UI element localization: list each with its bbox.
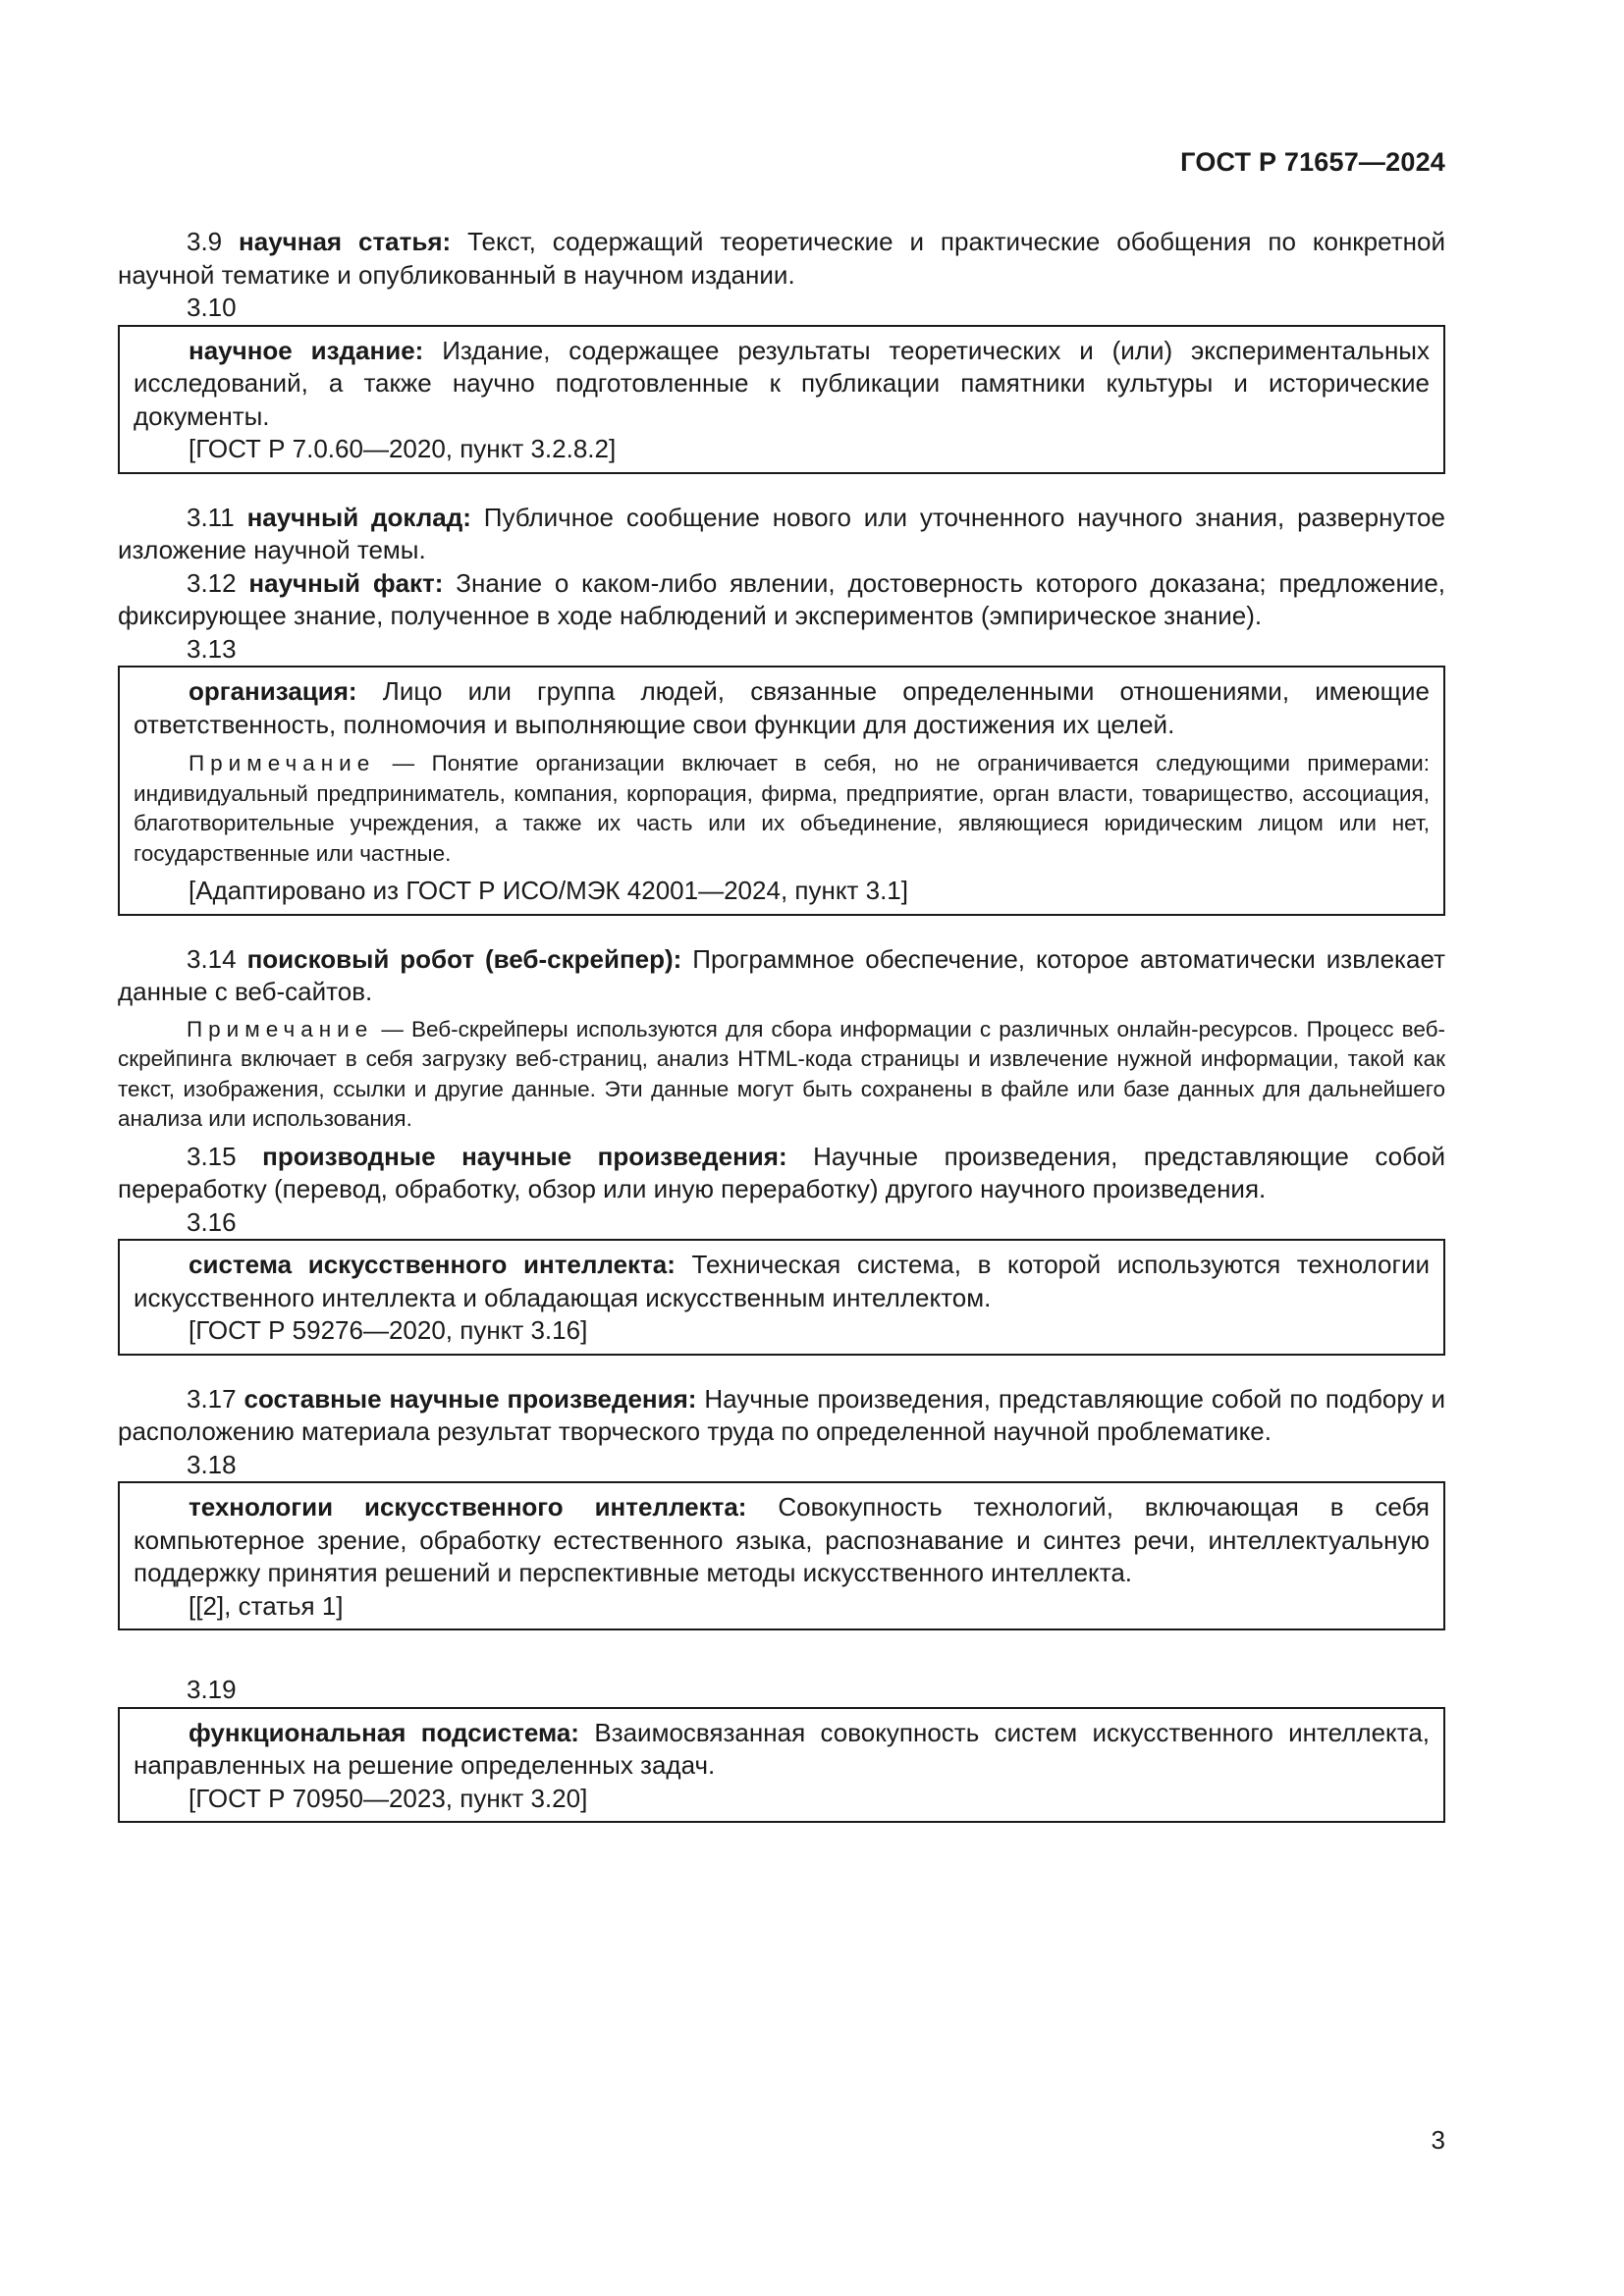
term-entry-3-14: 3.14 поисковый робот (веб-скрейпер): Программное обеспечение, которое автоматически извлекает данные с веб-сайтов. — [118, 943, 1445, 1006]
term-entry-3-12: 3.12 научный факт: Знание о каком-либо явлении, достоверность которого доказана; предложение, фиксирующее знание, полученное в ходе наблюдений и экспериментов (эмпирическое знание). — [118, 567, 1446, 630]
term-number-3-19: 3.19 — [187, 1675, 237, 1704]
term: научная статья: — [239, 227, 452, 256]
term: научный доклад: — [246, 502, 471, 532]
term: научный факт: — [248, 567, 444, 598]
term-number-3-18: 3.18 — [187, 1449, 237, 1479]
term: организация: — [189, 676, 357, 706]
source-reference: [Адаптировано из ГОСТ Р ИСО/МЭК 42001—2024, пункт 3.1] — [189, 876, 908, 905]
definition: Взаимосвязанная совокупность систем искусственного интеллекта, направленных на решение определенных задач. — [134, 1717, 1430, 1780]
term-number-3-16: 3.16 — [187, 1206, 237, 1237]
page-number: 3 — [1431, 2125, 1445, 2155]
term-entry-3-15: 3.15 производные научные произведения: Научные произведения, представляющие собой переработку (перевод, обработку, обзор или иную переработку) другого научного произведения. — [118, 1141, 1445, 1203]
note — [134, 749, 1430, 869]
source-reference: [ГОСТ Р 70950—2023, пункт 3.20] — [189, 1783, 588, 1813]
note — [118, 1015, 1445, 1135]
page-content — [118, 226, 1445, 1823]
definition: Текст, содержащий теоретические и практические обобщения по конкретной научной тематике и опубликованный в научном издании. — [118, 227, 1445, 290]
term: поисковый робот (веб-скрейпер): — [246, 943, 682, 974]
source-reference: [ГОСТ Р 59276—2020, пункт 3.16] — [189, 1315, 588, 1345]
definition: Научные произведения, представляющие собой переработку (перевод, обработку, обзор или иную переработку) другого научного произведения. — [118, 1141, 1445, 1203]
term-box-3-18 — [118, 1481, 1445, 1630]
term: функциональная подсистема: — [189, 1717, 579, 1747]
source-reference: [ГОСТ Р 7.0.60—2020, пункт 3.2.8.2] — [189, 434, 617, 463]
term-box-3-19 — [118, 1707, 1445, 1824]
term-entry-3-11: 3.11 научный доклад: Публичное сообщение нового или уточненного научного знания, развернутое изложение научной темы. — [118, 502, 1445, 564]
term: технологии искусственного интеллекта: — [189, 1492, 747, 1522]
definition: Публичное сообщение нового или уточненного научного знания, развернутое изложение научной темы. — [118, 502, 1445, 564]
term-box-3-16 — [118, 1239, 1445, 1356]
term-entry-3-17: 3.17 составные научные произведения: Научные произведения, представляющие собой по подбору и расположению материала результат творческого труда по определенной научной проблематике. — [118, 1383, 1445, 1446]
term-box-3-13 — [118, 666, 1445, 916]
note-label: Примечание — [189, 751, 376, 775]
term: научное издание: — [189, 335, 424, 365]
note-text: — Веб-скрейперы используются для сбора информации с различных онлайн-ресурсов. Процесс веб-скрейпинга включает в себя загрузку веб-страниц, анализ HTML-кода страницы и извлечение нужной информации, такой как текст, изображения, ссылки и другие данные. Эти данные могут быть сохранены в файле или базе данных для дальнейшего анализа или использования. — [118, 1016, 1445, 1131]
definition: Издание, содержащее результаты теоретических и (или) экспериментальных исследований, а также научно подготовленные к публикации памятники культуры и исторические документы. — [134, 335, 1430, 431]
term: составные научные произведения: — [244, 1383, 697, 1414]
definition: Знание о каком-либо явлении, достоверность которого доказана; предложение, фиксирующее знание, полученное в ходе наблюдений и экспериментов (эмпирическое знание). — [118, 567, 1446, 630]
term: система искусственного интеллекта: — [189, 1250, 676, 1279]
note-text: — Понятие организации включает в себя, но не ограничивается следующими примерами: индивидуальный предприниматель, компания, корпорация, фирма, предприятие, орган власти, товарищество, ассоциация, благотворительные учреждения, а также их часть или их объединение, являющиеся юридическим лицом или нет, государственные или частные. — [134, 751, 1430, 866]
definition: Научные произведения, представляющие собой по подбору и расположению материала результат творческого труда по определенной научной проблематике. — [118, 1383, 1445, 1446]
term-number-3-10: 3.10 — [187, 293, 237, 322]
term-number-3-13: 3.13 — [187, 633, 237, 664]
document-id: ГОСТ Р 71657—2024 — [1180, 147, 1445, 177]
definition: Программное обеспечение, которое автоматически извлекает данные с веб-сайтов. — [118, 943, 1445, 1006]
note-label: Примечание — [187, 1016, 374, 1041]
term-box-3-10 — [118, 325, 1445, 474]
source-reference: [[2], статья 1] — [189, 1590, 344, 1621]
definition: Техническая система, в которой используются технологии искусственного интеллекта и обладающая искусственным интеллектом. — [134, 1250, 1430, 1312]
definition: Лицо или группа людей, связанные определенными отношениями, имеющие ответственность, полномочия и выполняющие свои функции для достижения их целей. — [134, 676, 1430, 739]
term-entry-3-9: 3.9 научная статья: Текст, содержащий теоретические и практические обобщения по конкретной научной тематике и опубликованный в научном издании. — [118, 227, 1445, 290]
term: производные научные произведения: — [262, 1141, 787, 1171]
definition: Совокупность технологий, включающая в себя компьютерное зрение, обработку естественного языка, распознавание и синтез речи, интеллектуальную поддержку принятия решений и перспективные методы искусственного интеллекта. — [134, 1492, 1430, 1587]
